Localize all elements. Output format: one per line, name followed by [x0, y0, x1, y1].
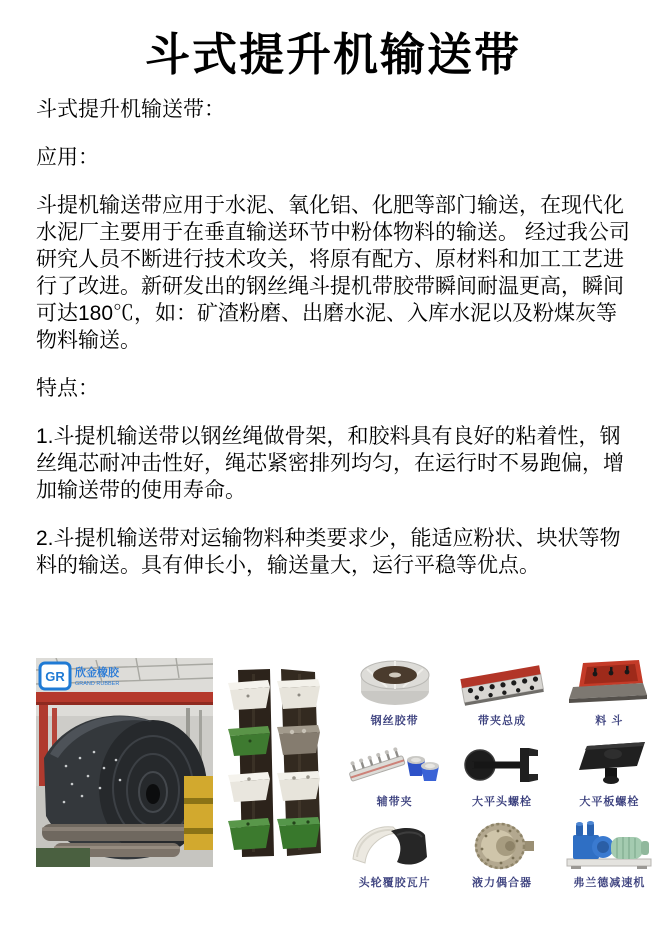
fluid-coupling-image: [454, 819, 550, 871]
product-label: 液力偶合器: [471, 877, 532, 889]
product-label: 弗兰德减速机: [573, 877, 646, 889]
product-steel-cord-belt: [341, 657, 448, 728]
feature-2-paragraph: 2.斗提机输送带对运输物料种类要求少，能适应粉状、块状等物料的输送。具有伸长小，输送量大，运行平稳等优点。: [36, 527, 621, 577]
flender-reducer-image: [561, 819, 657, 871]
accessories-grid: [341, 657, 663, 890]
page-title: 斗式提升机输送带: [144, 29, 521, 80]
logo-monogram: GR: [45, 669, 65, 684]
machine-frame: [36, 848, 90, 867]
yellow-machine: [184, 776, 213, 850]
product-label: 带夹总成: [477, 715, 526, 727]
product-label: 大平板螺栓: [579, 796, 640, 808]
application-label: 应用：: [36, 146, 99, 169]
elevator-buckets-photo: [224, 666, 330, 861]
product-hopper: [556, 657, 663, 728]
steel-cord-belt-image: [347, 657, 443, 709]
hopper-image: [561, 657, 657, 709]
belt-clamp-assembly-image: [454, 657, 550, 709]
product-label: 钢丝胶带: [370, 715, 419, 727]
belt-laying-clamp-image: [347, 738, 443, 790]
pulley-lagging-tile-image: [347, 819, 443, 871]
product-pulley-lagging-tile: [341, 819, 448, 890]
product-flender-reducer: [556, 819, 663, 890]
product-belt-laying-clamp: [341, 738, 448, 809]
product-label: 料 斗: [595, 715, 624, 727]
product-label: 辅带夹: [376, 796, 413, 808]
product-label: 头轮覆胶瓦片: [358, 877, 431, 889]
feature-1-paragraph: 1.斗提机输送带以钢丝绳做骨架，和胶料具有良好的粘着性，钢丝绳芯耐冲击性好，绳芯紧密排列均匀，在运行时不易跑偏，增加输送带的使用寿命。: [36, 425, 624, 502]
logo-name-en: GRAND RUBBER: [75, 681, 120, 687]
grand-rubber-logo: [40, 663, 120, 689]
flat-plate-bolt-image: [561, 738, 657, 790]
description-text: [36, 96, 634, 600]
product-label: 大平头螺栓: [471, 796, 532, 808]
logo-name-cn: 欣金橡胶: [75, 667, 119, 679]
crane-beam: [36, 692, 213, 702]
product-flat-plate-bolt: [556, 738, 663, 809]
product-flat-head-bolt: [448, 738, 555, 809]
flat-head-bolt-image: [454, 738, 550, 790]
product-fluid-coupling: [448, 819, 555, 890]
factory-belt-roll-photo: [36, 658, 213, 867]
product-belt-clamp-assembly: [448, 657, 555, 728]
features-label: 特点：: [36, 377, 99, 400]
intro-label: 斗式提升机输送带：: [36, 98, 225, 121]
application-paragraph: 斗提机输送带应用于水泥、氧化铝、化肥等部门输送，在现代化水泥厂主要用于在垂直输送环节中粉体物料的输送。 经过我公司研究人员不断进行技术攻关，将原有配方、原材料和加工工艺进行了改进。新研发出的钢丝绳斗提机带胶带瞬间耐温更高，瞬间可达180℃，如：矿渣粉磨、出磨水泥、入库水泥以及粉煤灰等物料输送。: [36, 194, 630, 352]
